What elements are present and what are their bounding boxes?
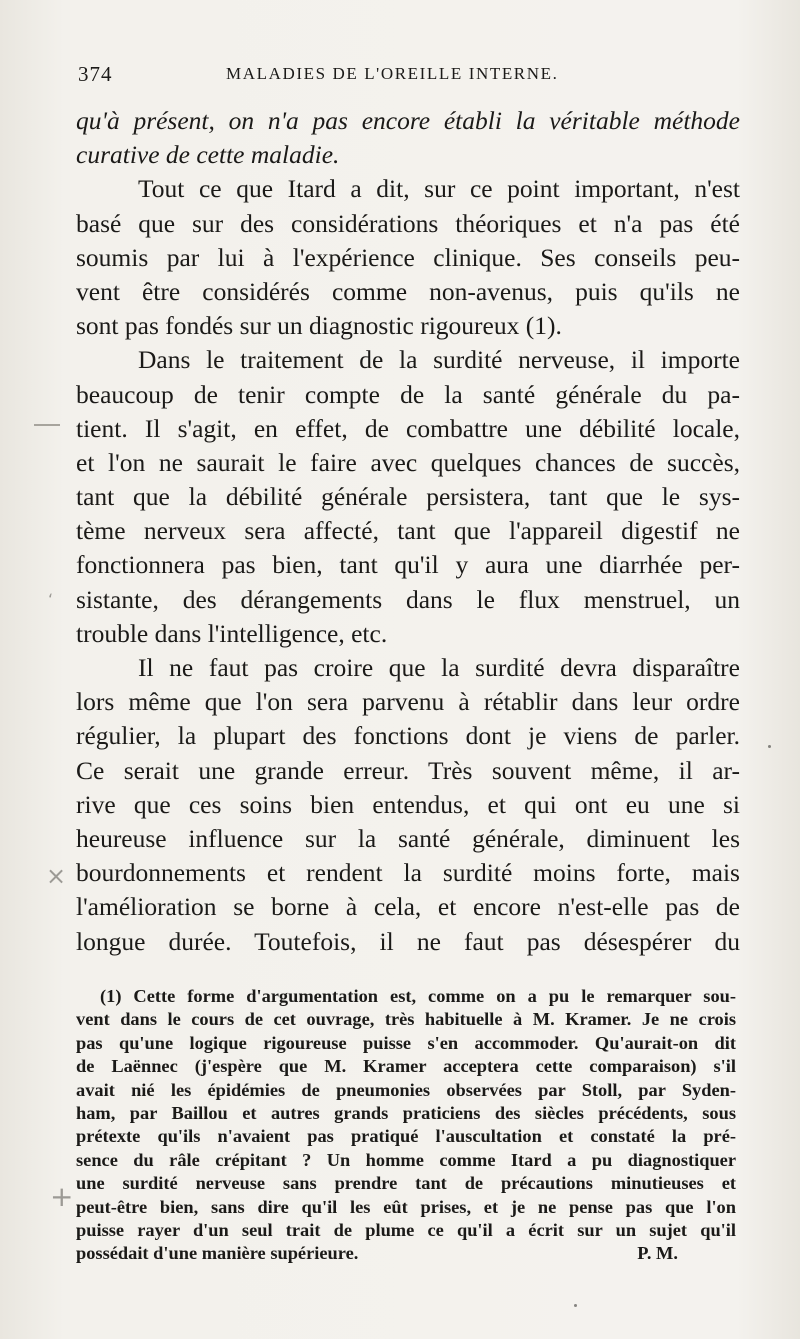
body-line: sont pas fondés sur un diagnostic rigoureux (1). [76, 311, 562, 341]
body-line: lors même que l'on sera parvenu à rétablir dans leur ordre [76, 687, 740, 717]
body-line: tème nerveux sera affecté, tant que l'appareil digestif ne [76, 516, 740, 546]
paragraph-start-line: Il ne faut pas croire que la surdité devra disparaître [138, 653, 740, 682]
paragraph-start-line: Tout ce que Itard a dit, sur ce point important, n'est [138, 174, 740, 204]
footnote-line: ham, par Baillou et autres grands praticiens des siècles précédents, sous [76, 1102, 736, 1123]
footnote-line: sence du râle crépitant ? Un homme comme Itard a pu diagnostiquer [76, 1149, 736, 1170]
page-number: 374 [78, 62, 113, 86]
body-line: Ce serait une grande erreur. Très souvent même, il ar- [76, 755, 740, 785]
body-line: qu'à présent, on n'a pas encore établi la véritable méthode [76, 106, 740, 135]
ink-speck [768, 745, 771, 748]
pencil-plus-mark: + [50, 1180, 74, 1213]
footnote-line: vent dans le cours de cet ouvrage, très habituelle à M. Kramer. Je ne crois [76, 1009, 736, 1030]
body-line: l'amélioration se borne à cela, et encore n'est-elle pas de [76, 892, 740, 922]
pencil-dash-mark [34, 424, 60, 426]
page-header [78, 62, 738, 92]
footnote-line: avait nié les épidémies de pneumonies observées par Stoll, par Syden- [76, 1079, 736, 1100]
footnote-line-last [76, 1242, 736, 1265]
body-line: soumis par lui à l'expérience clinique. Ses conseils peu- [76, 242, 740, 272]
body-line: bourdonnements et rendent la surdité moins forte, mais [76, 858, 740, 888]
paragraph-start-line: Dans le traitement de la surdité nerveuse, il importe [138, 345, 740, 375]
body-text [76, 104, 740, 959]
body-line: régulier, la plupart des fonctions dont je viens de parler. [76, 721, 740, 751]
footnote [76, 985, 736, 1266]
body-line: longue durée. Toutefois, il ne faut pas désespérer du [76, 926, 740, 956]
body-line: basé que sur des considérations théoriques et n'a pas été [76, 208, 740, 238]
pencil-x-mark: × [46, 862, 67, 890]
footnote-line: une surdité nerveuse sans prendre tant de précautions minutieuses et [76, 1173, 736, 1194]
body-line: heureuse influence sur la santé générale, diminuent les [76, 823, 740, 853]
ink-speck [574, 1304, 577, 1307]
footnote-line: puisse rayer d'un seul trait de plume ce qu'il a écrit sur un sujet qu'il [76, 1219, 736, 1240]
body-line: sistante, des dérangements dans le flux menstruel, un [76, 584, 740, 614]
pencil-tick-mark: ‘ [48, 590, 54, 609]
body-line: curative de cette maladie. [76, 140, 340, 170]
footnote-line: pas qu'une logique rigoureuse puisse s'en accommoder. Qu'aurait-on dit [76, 1032, 736, 1053]
footnote-signature: P. M. [637, 1243, 678, 1264]
body-line: trouble dans l'intelligence, etc. [76, 618, 388, 648]
footnote-line: (1) Cette forme d'argumentation est, comme on a pu le remarquer sou- [100, 986, 736, 1006]
body-line: vent être considérés comme non-avenus, puis qu'ils ne [76, 276, 740, 306]
body-line: beaucoup de tenir compte de la santé générale du pa- [76, 379, 740, 409]
body-line: tient. Il s'agit, en effet, de combattre une débilité locale, [76, 413, 740, 443]
footnote-line: prétexte qu'ils n'avaient pas pratiqué l'auscultation et constaté la pré- [76, 1126, 736, 1147]
footnote-text: possédait d'une manière supérieure. [76, 1243, 359, 1264]
footnote-line: peut-être bien, sans dire qu'il les eût prises, et je ne pense pas que l'on [76, 1196, 736, 1217]
footnote-line: de Laënnec (j'espère que M. Kramer acceptera cette comparaison) s'il [76, 1056, 736, 1077]
body-line: tant que la débilité générale persistera, tant que le sys- [76, 482, 740, 512]
running-head: MALADIES DE L'OREILLE INTERNE. [226, 64, 559, 83]
body-line: fonctionnera pas bien, tant qu'il y aura une diarrhée per- [76, 550, 740, 580]
body-line: et l'on ne saurait le faire avec quelques chances de succès, [76, 447, 740, 477]
body-line: rive que ces soins bien entendus, et qui ont eu une si [76, 789, 740, 819]
